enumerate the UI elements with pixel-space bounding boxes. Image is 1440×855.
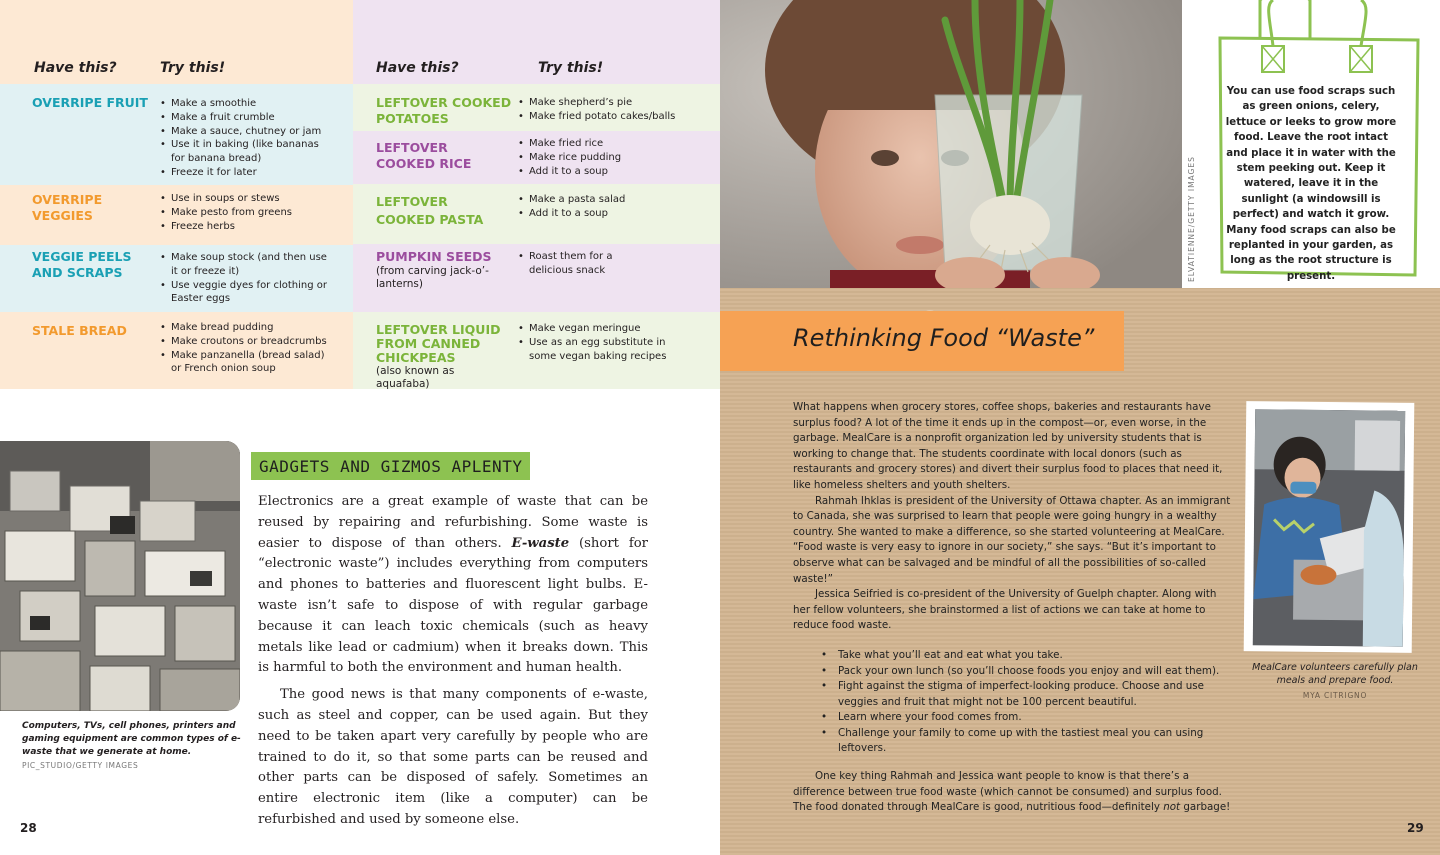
list-item: • Make a pasta salad [518,193,713,207]
list-item: • Make a sauce, chutney or jam [160,125,330,139]
row-label-text: LEFTOVER LIQUID FROM CANNED CHICKPEAS [376,322,501,365]
row-label: OVERRIPE VEGGIES [32,192,103,223]
list-item: • Make fried rice [518,137,713,151]
row-label-sub: (from carving jack-o’-lanterns) [376,265,489,290]
row-items [160,321,335,376]
rethinking-paragraph-2: Rahmah Ihklas is president of the University of Ottawa chapter. As an immigrant to Canada, she was surprised to learn that people were going hungry in a wealthy country. She wanted to make a difference, so she started volunteering at MealCare. “Food waste is very easy to ignore in our society,” she says. “But it’s important to observe what can be salvaged and be mindful of all the possibilities of so-called waste!” [793,494,1231,585]
list-item: • Make pesto from greens [160,206,330,220]
row-label: STALE BREAD [32,323,127,338]
rethinking-paragraph-1: What happens when grocery stores, coffee shops, bakeries and restaurants have surplus food? A lot of the time it ends up in the compost—or, even worse, in the garbage. MealCare is a nonprofit organization led by university students that is working to change that. The students coordinate with local donors (such as restaurants and grocery stores) and divert their surplus food to places that need it, like homeless shelters and youth shelters. [793,401,1223,491]
ewaste-credit: PIC_STUDIO/GETTY IMAGES [22,761,139,770]
list-item: • Take what you’ll eat and eat what you take. [815,648,1231,664]
gadgets-paragraph-1 [258,492,648,679]
ewaste-photo [0,441,240,711]
row-items [518,322,668,363]
row-label: LEFTOVER COOKED POTATOES [376,95,512,126]
list-item: • Make rice pudding [518,151,713,165]
header-have-right: Have this? [376,60,459,76]
tips-list [815,648,1231,757]
row-label: OVERRIPE FRUIT [32,95,148,110]
gadgets-body [258,492,648,837]
page-number-left: 28 [20,821,37,835]
list-item: • Make bread pudding [160,321,335,335]
list-item: • Learn where your food comes from. [815,710,1231,726]
row-items [518,193,713,221]
mealcare-caption-text: MealCare volunteers carefully plan meals and prepare food. [1252,662,1418,686]
mealcare-illustration [1253,409,1405,647]
list-item: • Freeze it for later [160,166,330,180]
row-items [518,96,713,124]
list-item: • Make croutons or breadcrumbs [160,335,335,349]
list-item: • Add it to a soup [518,165,713,179]
list-item: • Make panzanella (bread salad) or French onion soup [160,349,335,377]
header-have-left: Have this? [34,60,117,76]
table-column-left [0,0,353,389]
p4-text-a: One key thing Rahmah and Jessica want people to know is that there’s a difference between true food waste (which cannot be consumed) and surplus food. The food donated through MealCare is good, nutritious food—definitely [793,770,1222,814]
list-item: • Use in soups or stews [160,192,330,206]
mealcare-photo-image [1253,409,1405,647]
row-label [376,323,506,391]
list-item: • Make shepherd’s pie [518,96,713,110]
list-item: • Make fried potato cakes/balls [518,110,713,124]
row-label: LEFTOVER COOKED RICE [376,140,472,171]
list-item: • Make soup stock (and then use it or freeze it) [160,251,330,279]
p4-emphasis: not [1163,801,1181,814]
rethinking-heading-band [720,311,1124,371]
rethinking-title: Rethinking Food “Waste” [793,324,1095,352]
row-label: LEFTOVER COOKED PASTA [376,194,484,227]
list-item: • Make vegan meringue [518,322,668,336]
list-item: • Use it in baking (like bananas for banana bread) [160,138,330,166]
mealcare-caption [1250,661,1420,702]
mealcare-credit: MYA CITRIGNO [1302,691,1368,700]
list-item: • Add it to a soup [518,207,713,221]
rethinking-body [793,400,1231,816]
list-item: • Challenge your family to come up with the tastiest meal you can using leftovers. [815,726,1231,757]
gadgets-heading: GADGETS AND GIZMOS APLENTY [251,452,530,480]
bag-note: You can use food scraps such as green onions, celery, lettuce or leeks to grow more food. Leave the root intact and place it in water with the stem peeking out. Keep it watered, leave it in the sunlight (a windowsill is perfect) and watch it grow. Many food scraps can also be replanted in your garden, as long as the root structure is present. [1225,86,1397,282]
header-try-right: Try this! [538,60,604,76]
list-item: • Fight against the stigma of imperfect-looking produce. Choose and use veggies and fruit that might not be 100 percent beautiful. [815,679,1231,710]
row-items [518,250,658,278]
gadgets-p1-text-a: Electronics are a great example of waste that can be reused by repairing and refurbishing. Some waste is easier to dispose of than others. [258,494,648,551]
header-try-left: Try this! [160,60,226,76]
row-items [160,192,330,233]
girl-photo-illustration [720,0,1182,288]
row-items [518,137,713,178]
rethinking-paragraph-4 [793,769,1231,816]
gadgets-paragraph-2: The good news is that many components of e-waste, such as steel and copper, can be used again. But they need to be taken apart very carefully by people who are trained to do it, so that some parts can be reused and other parts can be disposed of safely. Sometimes an entire electronic item (like a computer) can be refurbished and used by someone else. [258,687,648,827]
mealcare-photo [1244,401,1415,653]
food-table [0,0,720,389]
rethinking-paragraph-3: Jessica Seifried is co-president of the University of Guelph chapter. Along with her fellow volunteers, she brainstormed a list of actions we can take at home to reduce food waste. [793,588,1217,632]
list-item: • Make a smoothie [160,97,330,111]
row-items [160,97,330,180]
ewaste-term: E-waste [511,535,570,551]
row-label-text: PUMPKIN SEEDS [376,249,492,264]
girl-green-onion-photo [720,0,1182,288]
row-label-sub: (also known as aquafaba) [376,365,455,390]
list-item: • Use as an egg substitute in some vegan baking recipes [518,336,668,364]
list-item: • Pack your own lunch (so you’ll choose foods you enjoy and will eat them). [815,664,1231,680]
gadgets-p1-text-b: (short for “electronic waste”) includes everything from computers and phones to batteries and fluorescent light bulbs. E-waste isn’t safe to dispose of with regular garbage because it can leach toxic chemicals (such as heavy metals like lead or cadmium) when it breaks down. This is harmful to both the environment and human health. [258,535,648,676]
row-label [376,249,506,291]
ewaste-illustration [0,441,240,711]
row-label: VEGGIE PEELS AND SCRAPS [32,249,132,280]
ewaste-caption-text: Computers, TVs, cell phones, printers and gaming equipment are common types of e-waste that we generate at home. [22,721,241,757]
list-item: • Roast them for a delicious snack [518,250,658,278]
row-items [160,251,330,306]
ewaste-caption [22,720,247,773]
list-item: • Make a fruit crumble [160,111,330,125]
list-item: • Freeze herbs [160,220,330,234]
page-number-right: 29 [1407,821,1424,835]
girl-photo-credit: ELVATIENNE/GETTY IMAGES [1187,156,1196,282]
table-column-right [353,0,720,389]
list-item: • Use veggie dyes for clothing or Easter eggs [160,279,330,307]
p4-text-b: garbage! [1180,801,1231,814]
